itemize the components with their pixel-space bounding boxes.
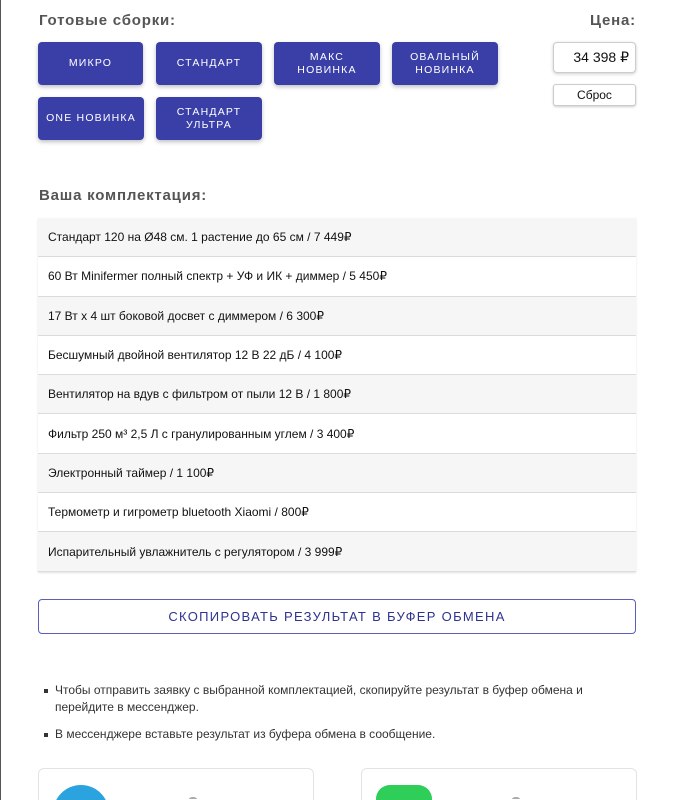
config-list xyxy=(38,218,636,572)
config-item: Бесшумный двойной вентилятор 12 В 22 дБ / 4 100₽ xyxy=(38,336,636,375)
telegram-icon xyxy=(53,785,109,800)
instructions-list xyxy=(44,682,644,753)
price-value: 34 398 ₽ xyxy=(553,42,636,73)
telegram-card[interactable] xyxy=(38,768,314,800)
config-item: Стандарт 120 на Ø48 см. 1 растение до 65 см / 7 449₽ xyxy=(38,218,636,257)
config-heading: Ваша комплектация: xyxy=(39,187,208,204)
config-item: Термометр и гигрометр bluetooth Xiaomi / 800₽ xyxy=(38,493,636,532)
presets-heading: Готовые сборки: xyxy=(39,12,176,29)
config-item: 17 Вт х 4 шт боковой досвет с диммером / 6 300₽ xyxy=(38,297,636,336)
price-heading: Цена: xyxy=(590,12,636,29)
config-item: Вентилятор на вдув с фильтром от пыли 12 В / 1 800₽ xyxy=(38,375,636,414)
preset-button-oval-new[interactable]: ОВАЛЬНЫЙ НОВИНКА xyxy=(392,42,498,85)
preset-button-max-new[interactable]: МАКС НОВИНКА xyxy=(274,42,380,85)
preset-button-standard[interactable]: СТАНДАРТ xyxy=(156,42,262,85)
page-border xyxy=(0,0,1,800)
instruction-item: Чтобы отправить заявку с выбранной комплектацией, скопируйте результат в буфер обмена и перейдите в мессенджер. xyxy=(44,682,644,716)
preset-button-standard-ultra[interactable]: СТАНДАРТ УЛЬТРА xyxy=(156,97,262,140)
reset-button[interactable]: Сброс xyxy=(553,84,636,106)
config-item: Электронный таймер / 1 100₽ xyxy=(38,454,636,493)
config-item: Фильтр 250 м³ 2,5 Л с гранулированным углем / 3 400₽ xyxy=(38,414,636,453)
config-item: Испарительный увлажнитель с регулятором / 3 999₽ xyxy=(38,532,636,571)
whatsapp-icon xyxy=(376,785,432,800)
preset-button-micro[interactable]: МИКРО xyxy=(38,42,143,85)
copy-result-button[interactable]: СКОПИРОВАТЬ РЕЗУЛЬТАТ В БУФЕР ОБМЕНА xyxy=(38,599,636,634)
instruction-item: В мессенджере вставьте результат из буфера обмена в сообщение. xyxy=(44,726,644,743)
config-item: 60 Вт Minifermer полный спектр + УФ и ИК + диммер / 5 450₽ xyxy=(38,257,636,296)
whatsapp-card[interactable] xyxy=(361,768,637,800)
preset-button-one-new[interactable]: ONE НОВИНКА xyxy=(38,97,144,140)
